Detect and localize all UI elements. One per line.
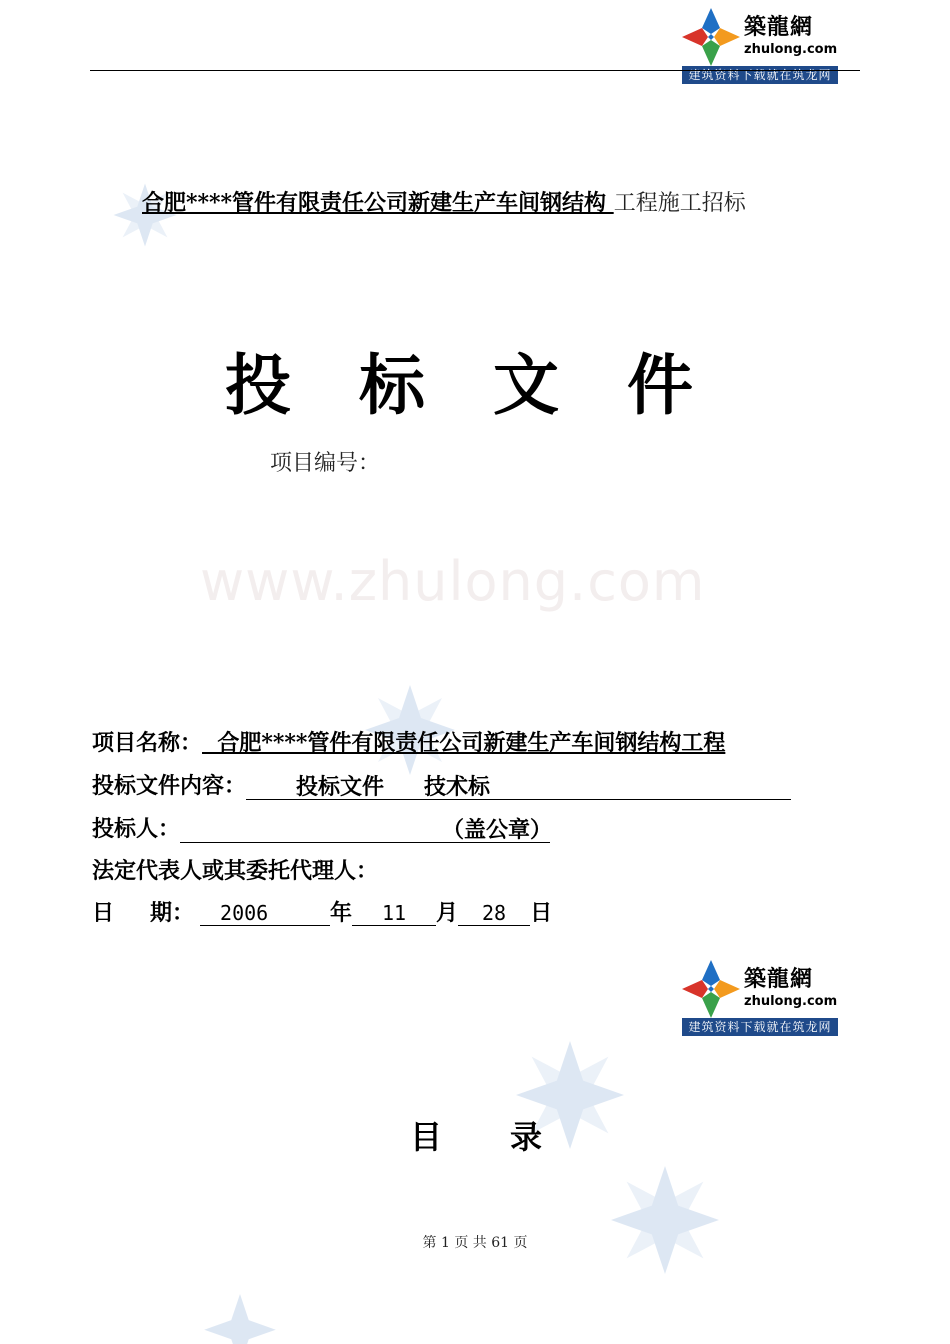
zhulong-logo <box>680 6 840 92</box>
content-line <box>92 769 791 800</box>
footer-total-prefix: 共 <box>472 1235 487 1251</box>
legal-rep-label: 法定代表人或其委托代理人： <box>92 858 379 884</box>
footer-page-number: 1 <box>440 1235 450 1251</box>
date-label-1: 日 <box>92 900 115 926</box>
date-day-unit: 日 <box>530 900 553 926</box>
bidder-label: 投标人： <box>92 816 181 842</box>
bidder-line <box>92 812 553 843</box>
logo-domain: zhulong.com <box>744 42 838 57</box>
document-subtitle <box>142 186 746 217</box>
title-char: 件 <box>627 346 693 424</box>
footer-prefix: 第 <box>422 1235 437 1251</box>
header-rule <box>90 70 860 71</box>
date-month: 11 <box>352 901 436 926</box>
logo-tagline: 建筑资料下载就在筑龙网 <box>682 1018 838 1036</box>
footer-total-unit: 页 <box>513 1235 528 1251</box>
title-char: 投 <box>225 346 291 424</box>
title-char: 标 <box>359 346 425 424</box>
date-day: 28 <box>458 901 530 926</box>
content-value-2: 技术标 <box>424 774 491 800</box>
watermark-flower-icon <box>200 1290 280 1344</box>
content-value-field <box>246 774 791 800</box>
footer-page-unit: 页 <box>454 1235 469 1251</box>
date-month-unit: 月 <box>436 900 459 926</box>
logo-domain: zhulong.com <box>744 994 838 1009</box>
logo-name: 築龍網 <box>744 966 814 992</box>
logo-name: 築龍網 <box>744 14 814 40</box>
project-name-line <box>92 726 725 757</box>
watermark-flower-icon <box>605 1160 725 1280</box>
zhulong-logo-icon <box>680 958 742 1020</box>
project-code-label: 项目编号： <box>270 451 381 476</box>
subtitle-tender: 工程施工招标 <box>613 191 746 216</box>
footer-total-pages: 61 <box>491 1235 510 1251</box>
content-label: 投标文件内容： <box>92 773 247 799</box>
toc-heading <box>410 1112 610 1158</box>
project-name-value: 合肥****管件有限责任公司新建生产车间钢结构工程 <box>202 730 726 756</box>
zhulong-logo-icon <box>680 6 742 68</box>
title-char: 文 <box>493 346 559 424</box>
project-name-label: 项目名称： <box>92 730 203 756</box>
zhulong-logo-2 <box>680 958 840 1044</box>
date-label-2: 期： <box>150 900 195 926</box>
toc-char: 目 <box>410 1118 443 1156</box>
date-line <box>92 896 552 927</box>
date-year: 2006 <box>200 901 330 926</box>
content-value-1: 投标文件 <box>296 774 385 800</box>
page-footer <box>0 1232 950 1252</box>
logo-tagline: 建筑资料下载就在筑龙网 <box>682 66 838 84</box>
bidder-field <box>180 817 553 843</box>
document-title <box>225 332 761 427</box>
subtitle-project: 合肥****管件有限责任公司新建生产车间钢结构 <box>142 190 614 216</box>
toc-char: 录 <box>510 1118 543 1156</box>
watermark-text: www.zhulong.com <box>200 550 706 613</box>
bidder-seal: （盖公章） <box>442 817 553 843</box>
date-year-unit: 年 <box>330 900 353 926</box>
